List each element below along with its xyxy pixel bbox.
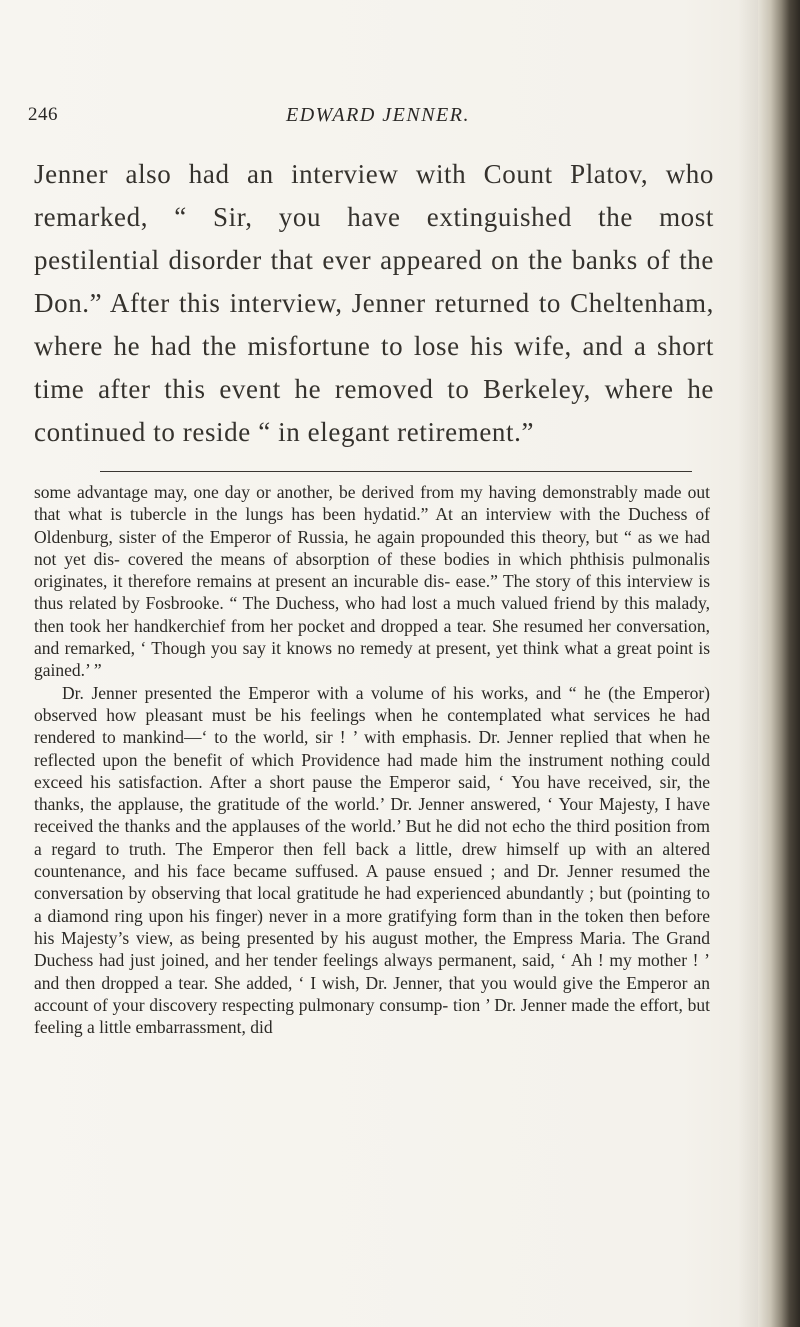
footnote-paragraph: Dr. Jenner presented the Emperor with a volume of his works, and “ he (the Emperor) observed how pleasant must be his feelings when he contemplated what services he had rendered to mankind—‘ to the world, sir ! ’ with emphasis. Dr. Jenner replied that when he reflected upon the benefit of which Providence had made him the instrument nothing could exceed his satisfaction. After a short pause the Emperor said, ‘ You have received, sir, the thanks, the applause, the gratitude of the world.’ Dr. Jenner answered, ‘ Your Majesty, I have received the thanks and the applauses of the world.’ But he did not echo the third position from a regard to truth. The Emperor then fell back a little, drew himself up with an altered countenance, and his face became suffused. A pause ensued ; and Dr. Jenner resumed the conversation by observing that local gratitude he had experienced abundantly ; but (pointing to a diamond ring upon his finger) never in a more gratifying form than in the token then before his Majesty’s view, as being presented by his august mother, the Empress Maria. The Grand Duchess had just joined, and her tender feelings always permanent, said, ‘ Ah ! my mother ! ’ and then dropped a tear. She added, ‘ I wish, Dr. Jenner, that you would give the Emperor an account of your discovery respecting pulmonary consump- tion ’ Dr. Jenner made the effort, but feeling a little embarrassment, did — [34, 682, 710, 1038]
footnote-paragraph: some advantage may, one day or another, be derived from my having demonstrably made out that what is tubercle in the lungs has been hydatid.” At an interview with the Duchess of Oldenburg, sister of the Emperor of Russia, he again propounded this theory, but “ as we had not yet dis- covered the means of absorption of these bodies in which phthisis pulmonalis originates, it therefore remains at present an incurable dis- ease.” The story of this interview is thus related by Fosbrooke. “ The Duchess, who had lost a much valued friend by this malady, then took her handkerchief from her pocket and dropped a tear. She resumed her conversation, and remarked, ‘ Though you say it knows no remedy at present, yet think what a great point is gained.’ ” — [34, 482, 710, 681]
running-head: EDWARD JENNER. — [285, 104, 470, 126]
book-binding-edge — [758, 0, 800, 1327]
page-header — [28, 104, 728, 134]
page-number: 246 — [28, 104, 58, 125]
main-text-paragraph: Jenner also had an interview with Count Platov, who remarked, “ Sir, you have extinguished the most pestilential disorder that ever appeared on the banks of the Don.” After this interview, Jenner returned to Cheltenham, where he had the misfortune to lose his wife, and a short time after this event he removed to Berkeley, where he continued to reside “ in elegant retirement.” — [34, 159, 714, 447]
footnote-divider — [100, 471, 692, 472]
footnote — [34, 481, 710, 1038]
page-gutter-shadow — [738, 0, 758, 1327]
